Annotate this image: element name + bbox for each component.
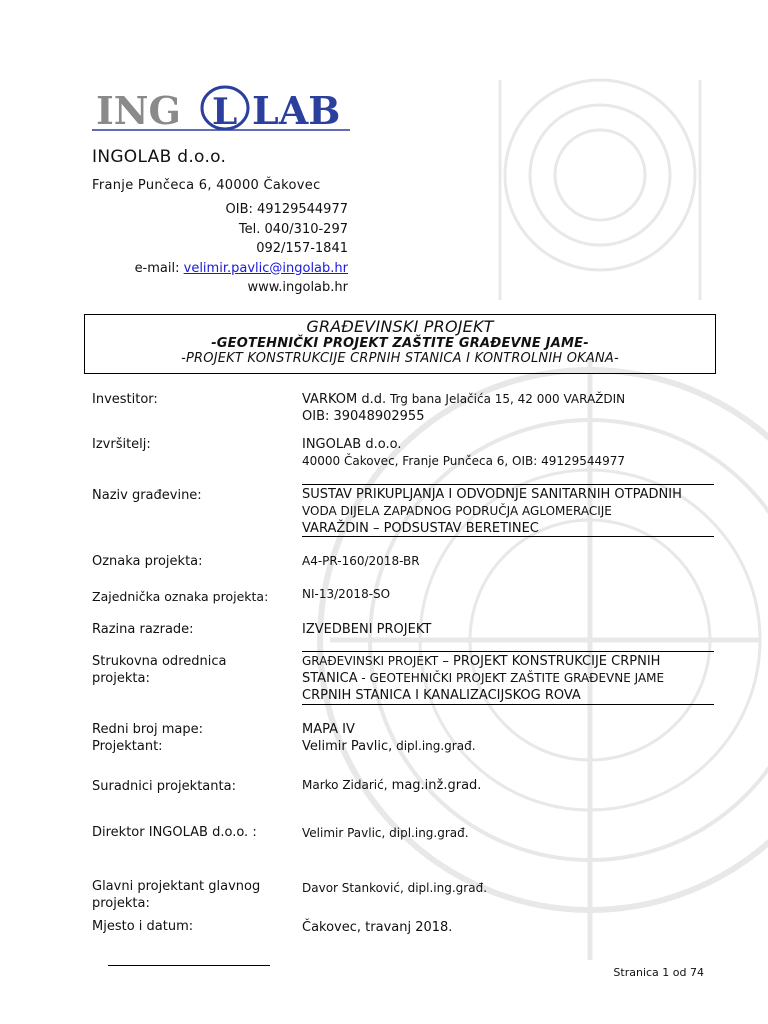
company-oib: OIB: 49129544977 [225,202,348,217]
direktor-value: Velimir Pavlic, dipl.ing.građ. [302,826,469,840]
strukovna-rule-top [302,651,714,652]
izvrsitelj-value [302,436,714,470]
investitor-oib: OIB: 39048902955 [302,409,425,424]
naziv-rule-top [302,484,714,485]
investitor-label: Investitor: [92,392,158,407]
naziv-value [302,486,714,537]
izvrsitelj-address: 40000 Čakovec, Franje Punčeca 6, OIB: 49129544977 [302,454,626,468]
suradnici-label: Suradnici projektanta: [92,779,236,794]
company-address: Franje Punčeca 6, 40000 Čakovec [92,178,321,193]
direktor-label: Direktor INGOLAB d.o.o. : [92,825,257,840]
investitor-value [302,391,714,425]
glavni-value: Davor Stanković, dipl.ing.građ. [302,881,488,895]
email-label: e-mail: [134,260,184,276]
page-number: Stranica 1 od 74 [613,966,704,979]
project-title: GRAĐEVINSKI PROJEKT [306,317,494,336]
naziv-line-3: VARAŽDIN – PODSUSTAV BERETINEC [302,521,539,536]
investitor-name: VARKOM d.d. [302,392,387,407]
glavni-label: Glavni projektant glavnog projekta: [92,879,261,911]
oznaka-value: A4-PR-160/2018-BR [302,554,420,568]
strukovna-label: Strukovna odrednica projekta: [92,654,227,686]
projektant-value [302,738,714,755]
projektant-title: dipl.ing.građ. [392,739,476,753]
strukovna-line-2b: - GEOTEHNIČKI PROJEKT ZAŠTITE GRAĐEVNE JAME [357,671,665,685]
naziv-rule-bottom [302,536,714,537]
investitor-address: Trg bana Jelačića 15, 42 000 VARAŽDIN [386,392,626,406]
svg-text:LAB: LAB [252,88,341,132]
suradnici-value [302,777,714,794]
strukovna-line-2a: STANICA [302,671,358,686]
projektant-name: Velimir Pavlic, [302,739,393,754]
izvrsitelj-name: INGOLAB d.o.o. [302,437,402,452]
footer-rule [108,965,270,966]
svg-text:L: L [212,91,238,132]
suradnici-name: Marko Zidarić, [302,778,388,792]
oznaka-label: Oznaka projekta: [92,554,203,569]
mapa-label: Redni broj mape: [92,722,203,737]
project-subtitle-2: -PROJEKT KONSTRUKCIJE CRPNIH STANICA I KONTROLNIH OKANA- [181,351,619,366]
mjesto-label: Mjesto i datum: [92,919,194,934]
company-name: INGOLAB d.o.o. [92,147,227,167]
strukovna-value [302,653,714,704]
strukovna-line-1a: GRAĐEVINSKI PROJEKT [302,654,439,668]
razina-label: Razina razrade: [92,622,194,637]
company-email-row [135,259,348,279]
mjesto-value: Čakovec, travanj 2018. [302,920,453,935]
project-title-box [84,314,716,374]
strukovna-line-1b: – PROJEKT KONSTRUKCIJE CRPNIH [438,654,661,669]
naziv-line-1: SUSTAV PRIKUPLJANJA I ODVODNJE SANITARNIH OTPADNIH [302,487,682,502]
izvrsitelj-label: Izvršitelj: [92,437,151,452]
company-mobile: 092/157-1841 [256,241,348,256]
razina-value: IZVEDBENI PROJEKT [302,622,432,637]
email-link[interactable]: velimir.pavlic@ingolab.hr [183,260,348,276]
mapa-value: MAPA IV [302,722,355,737]
company-website[interactable]: www.ingolab.hr [247,280,348,295]
contact-block [135,200,348,298]
naziv-line-2: VODA DIJELA ZAPADNOG PODRUČJA AGLOMERACIJE [302,504,612,518]
zajednicka-value: NI-13/2018-SO [302,587,391,601]
project-subtitle: -GEOTEHNIČKI PROJEKT ZAŠTITE GRAĐEVNE JAME- [211,336,589,351]
projektant-label: Projektant: [92,739,163,754]
strukovna-rule-bottom [302,704,714,705]
strukovna-line-3: CRPNIH STANICA I KANALIZACIJSKOG ROVA [302,688,581,703]
svg-text:ING: ING [96,88,181,132]
company-logo [92,84,350,132]
suradnici-title: mag.inž.grad. [387,778,482,793]
company-phone: Tel. 040/310-297 [238,221,348,237]
naziv-label: Naziv građevine: [92,488,202,503]
zajednicka-label: Zajednička oznaka projekta: [92,589,269,604]
